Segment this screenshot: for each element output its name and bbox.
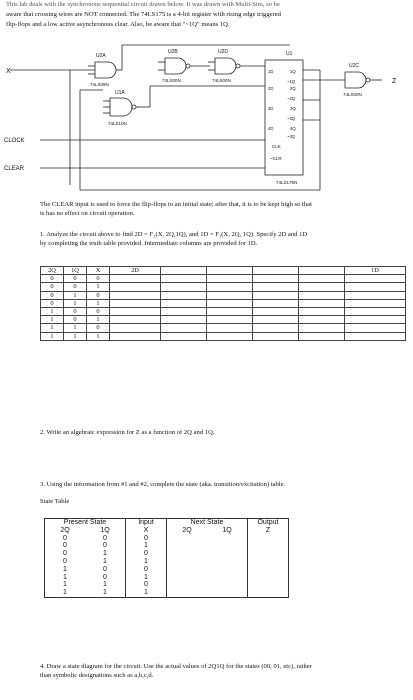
truth-table-cell[interactable] — [161, 332, 207, 340]
state-table-cell: 0 — [126, 535, 167, 543]
question-3 — [40, 480, 402, 489]
state-table-cell[interactable] — [207, 542, 248, 550]
state-table-cell[interactable] — [248, 574, 289, 582]
question-2 — [40, 428, 402, 437]
pin-n1q: ~1Q — [287, 79, 296, 84]
question-4-line-2: than symbolic designations such as a,b,c,d. — [40, 672, 154, 679]
clear-line-1: The CLEAR input is used to force the flip-flops to an initial state; after that, it is to be kept high so that — [40, 201, 312, 208]
state-table-row — [45, 550, 289, 558]
intro-line-2: aware that crossing wires are NOT connected. The 74LS175 is a 4-bit register with rising edge triggered — [6, 11, 281, 18]
truth-table-cell[interactable] — [299, 299, 345, 307]
truth-table-cell[interactable] — [110, 299, 161, 307]
question-2-text: 2. Write an algebraic expression for Z as a function of 2Q and 1Q. — [40, 429, 215, 436]
st-sub-1q: 1Q — [85, 527, 126, 535]
state-table-cell[interactable] — [167, 574, 208, 582]
state-table-row — [45, 535, 289, 543]
tt-header-int1 — [161, 267, 207, 275]
truth-table-cell[interactable] — [299, 316, 345, 324]
state-table-cell[interactable] — [167, 542, 208, 550]
state-table-cell: 1 — [85, 558, 126, 566]
pin-n4q: ~4Q — [287, 134, 296, 139]
truth-table-row — [41, 299, 406, 307]
truth-table — [40, 266, 406, 341]
pin-4d: 4D — [268, 126, 274, 131]
state-table-cell[interactable] — [248, 535, 289, 543]
clear-label: CLEAR — [4, 166, 25, 172]
truth-table-cell[interactable] — [253, 316, 299, 324]
truth-table-cell: 1 — [64, 299, 87, 307]
state-table-row — [45, 558, 289, 566]
tt-header-x: X — [87, 267, 110, 275]
truth-table-cell[interactable] — [299, 324, 345, 332]
question-4-line-1: 4. Draw a state diagram for the circuit. Use the actual values of 2Q1Q for the states (00, 01, etc), rather — [40, 663, 312, 670]
gate-u1a-label: U1A — [115, 90, 125, 96]
output-z-label: Z — [392, 78, 397, 85]
state-table — [44, 518, 289, 598]
st-sub-2q: 2Q — [45, 527, 86, 535]
state-table-cell[interactable] — [207, 574, 248, 582]
truth-table-cell: 0 — [41, 299, 64, 307]
truth-table-cell[interactable] — [345, 283, 406, 291]
state-table-cell[interactable] — [207, 558, 248, 566]
state-table-cell[interactable] — [207, 581, 248, 589]
truth-table-cell: 1 — [41, 308, 64, 316]
truth-table-cell[interactable] — [345, 299, 406, 307]
pin-2q: 2Q — [290, 86, 296, 91]
truth-table-cell[interactable] — [207, 324, 253, 332]
state-table-cell: 1 — [45, 566, 86, 574]
pin-3d: 3D — [268, 106, 274, 111]
truth-table-cell: 1 — [64, 324, 87, 332]
state-table-cell[interactable] — [167, 558, 208, 566]
state-table-cell: 0 — [85, 566, 126, 574]
pin-clk: CLK — [272, 144, 281, 149]
truth-table-cell[interactable] — [110, 283, 161, 291]
circuit-diagram — [0, 20, 413, 195]
tt-header-2q: 2Q — [41, 267, 64, 275]
st-sub-x: X — [126, 527, 167, 535]
truth-table-cell: 0 — [64, 316, 87, 324]
state-table-cell: 1 — [126, 589, 167, 597]
truth-table-cell: 1 — [87, 316, 110, 324]
truth-table-cell[interactable] — [161, 308, 207, 316]
state-table-cell[interactable] — [248, 550, 289, 558]
state-table-cell[interactable] — [207, 550, 248, 558]
truth-table-cell[interactable] — [253, 291, 299, 299]
truth-table-cell[interactable] — [253, 332, 299, 340]
pin-4q: 4Q — [290, 126, 296, 131]
question-1-line-1: 1. Analyze the circuit above to find 2D = F₂(X, 2Q,1Q), and 1D = F₁(X, 2Q, 1Q). Specify 2D and 1D — [40, 231, 308, 238]
intro-line-3: flip-flops and a low active asynchronous clear. Also, be aware that "~1Q" means 1Q. — [6, 21, 230, 28]
question-1-line-2: by completing the truth table provided. Intermediate columns are provided for 1D. — [40, 240, 258, 247]
state-table-cell: 0 — [45, 535, 86, 543]
clear-line-2: is has no effect on circuit operation. — [40, 210, 135, 217]
state-table-cell[interactable] — [248, 589, 289, 597]
register-u1-chip: 74LS175N — [276, 180, 298, 185]
truth-table-cell[interactable] — [161, 324, 207, 332]
pin-1d: 1D — [268, 69, 274, 74]
truth-table-cell[interactable] — [161, 275, 207, 283]
truth-table-cell: 0 — [41, 275, 64, 283]
truth-table-cell[interactable] — [299, 283, 345, 291]
gate-u2a-label: U2A — [96, 53, 106, 59]
state-table-cell: 1 — [45, 581, 86, 589]
state-table-cell: 1 — [45, 574, 86, 582]
state-table-body — [45, 535, 289, 598]
state-table-cell: 0 — [126, 566, 167, 574]
clear-paragraph — [40, 200, 402, 218]
state-table-cell: 0 — [45, 558, 86, 566]
truth-table-cell[interactable] — [253, 308, 299, 316]
state-table-cell: 1 — [85, 589, 126, 597]
state-table-cell: 0 — [85, 542, 126, 550]
truth-table-cell[interactable] — [110, 332, 161, 340]
state-table-cell: 1 — [126, 574, 167, 582]
gate-u2c-label: U2C — [349, 63, 360, 69]
gate-u2a-chip: 74LS09N — [90, 82, 109, 87]
register-u1-label: U1 — [286, 51, 293, 57]
truth-table-cell[interactable] — [299, 291, 345, 299]
state-table-row — [45, 574, 289, 582]
gate-u2b-chip: 74LS00N — [162, 78, 181, 83]
tt-header-int4 — [299, 267, 345, 275]
state-table-cell[interactable] — [207, 566, 248, 574]
state-table-cell: 0 — [45, 550, 86, 558]
truth-table-cell[interactable] — [207, 332, 253, 340]
truth-table-cell: 1 — [41, 324, 64, 332]
truth-table-cell[interactable] — [161, 299, 207, 307]
truth-table-cell: 0 — [41, 291, 64, 299]
tt-header-1d: 1D — [345, 267, 406, 275]
state-table-cell: 0 — [126, 581, 167, 589]
tt-header-int2 — [207, 267, 253, 275]
state-table-label: State Table — [40, 498, 70, 505]
pin-3q: 3Q — [290, 106, 296, 111]
gate-u2d-chip: 74LS00N — [212, 78, 231, 83]
st-sub-next-2q: 2Q — [182, 526, 192, 534]
st-header-present-state: Present State — [45, 519, 126, 527]
truth-table-cell[interactable] — [207, 308, 253, 316]
state-table-cell[interactable] — [167, 550, 208, 558]
truth-table-row — [41, 291, 406, 299]
clock-label: CLOCK — [4, 138, 25, 144]
truth-table-cell: 0 — [64, 308, 87, 316]
intro-line-1: This lab deals with the synchronous sequential circuit drawn below. It was drawn with Multi-Sim, so be — [6, 1, 280, 8]
truth-table-body — [41, 275, 406, 341]
truth-table-cell[interactable] — [299, 275, 345, 283]
state-table-row — [45, 566, 289, 574]
st-sub-z: Z — [248, 527, 289, 535]
state-table-cell: 1 — [85, 581, 126, 589]
truth-table-cell[interactable] — [345, 308, 406, 316]
state-table-cell[interactable] — [207, 589, 248, 597]
tt-header-int3 — [253, 267, 299, 275]
state-table-cell[interactable] — [248, 558, 289, 566]
truth-table-cell[interactable] — [253, 283, 299, 291]
truth-table-cell[interactable] — [110, 316, 161, 324]
truth-table-cell[interactable] — [345, 332, 406, 340]
truth-table-cell: 0 — [87, 291, 110, 299]
truth-table-row — [41, 332, 406, 340]
state-table-cell: 1 — [85, 550, 126, 558]
state-table-cell[interactable] — [248, 581, 289, 589]
truth-table-cell: 1 — [64, 332, 87, 340]
truth-table-cell[interactable] — [345, 324, 406, 332]
input-x-label: X — [6, 68, 11, 75]
truth-table-cell: 0 — [64, 283, 87, 291]
truth-table-cell: 0 — [87, 275, 110, 283]
truth-table-cell: 0 — [41, 283, 64, 291]
state-table-row — [45, 542, 289, 550]
truth-table-cell[interactable] — [345, 275, 406, 283]
pin-n3q: ~3Q — [287, 116, 296, 121]
state-table-cell[interactable] — [167, 589, 208, 597]
state-table-cell[interactable] — [167, 566, 208, 574]
truth-table-cell: 0 — [87, 308, 110, 316]
st-header-next-state: Next State — [167, 519, 248, 527]
truth-table-cell: 1 — [41, 332, 64, 340]
state-table-cell: 0 — [85, 535, 126, 543]
truth-table-row — [41, 275, 406, 283]
truth-table-header — [41, 267, 406, 275]
truth-table-cell: 1 — [87, 283, 110, 291]
truth-table-cell[interactable] — [110, 324, 161, 332]
state-table-cell[interactable] — [248, 542, 289, 550]
truth-table-row — [41, 308, 406, 316]
gate-u2d-label: U2D — [218, 49, 229, 55]
state-table-cell: 1 — [126, 542, 167, 550]
question-1 — [40, 230, 402, 248]
truth-table-cell[interactable] — [207, 316, 253, 324]
truth-table-cell[interactable] — [110, 308, 161, 316]
pin-2d: 2D — [268, 86, 274, 91]
truth-table-cell[interactable] — [345, 316, 406, 324]
truth-table-cell[interactable] — [207, 299, 253, 307]
truth-table-cell: 1 — [64, 291, 87, 299]
gate-u1a-chip: 74LS10N — [108, 121, 127, 126]
tt-header-2d: 2D — [110, 267, 161, 275]
truth-table-cell[interactable] — [207, 283, 253, 291]
state-table-cell: 0 — [45, 542, 86, 550]
state-table-cell[interactable] — [248, 566, 289, 574]
truth-table-cell[interactable] — [299, 332, 345, 340]
gate-u2b-label: U2B — [168, 49, 178, 55]
st-header-input: Input — [126, 519, 167, 527]
state-table-cell[interactable] — [167, 535, 208, 543]
state-table-cell[interactable] — [167, 581, 208, 589]
truth-table-cell[interactable] — [299, 308, 345, 316]
truth-table-cell[interactable] — [161, 316, 207, 324]
truth-table-cell: 1 — [87, 332, 110, 340]
pin-1q: 1Q — [290, 69, 296, 74]
state-table-cell: 0 — [126, 550, 167, 558]
st-sub-next-1q: 1Q — [207, 527, 248, 535]
truth-table-cell: 0 — [64, 275, 87, 283]
truth-table-row — [41, 316, 406, 324]
truth-table-row — [41, 283, 406, 291]
truth-table-cell[interactable] — [161, 291, 207, 299]
state-table-row — [45, 589, 289, 597]
question-4 — [40, 662, 402, 680]
tt-header-1q: 1Q — [64, 267, 87, 275]
truth-table-cell[interactable] — [110, 291, 161, 299]
truth-table-cell[interactable] — [253, 275, 299, 283]
pin-clr: ~CLR — [270, 156, 282, 161]
truth-table-cell: 1 — [87, 299, 110, 307]
question-3-text: 3. Using the information from #1 and #2, complete the state (aka. transition/excitation) table. — [40, 481, 286, 488]
truth-table-cell[interactable] — [207, 275, 253, 283]
truth-table-cell: 1 — [41, 316, 64, 324]
truth-table-cell[interactable] — [207, 291, 253, 299]
state-table-row — [45, 581, 289, 589]
state-table-cell: 1 — [126, 558, 167, 566]
state-table-cell: 0 — [85, 574, 126, 582]
truth-table-cell[interactable] — [345, 291, 406, 299]
truth-table-row — [41, 324, 406, 332]
st-header-output: Output — [248, 519, 289, 527]
gate-u2c-chip: 74LS00N — [343, 92, 362, 97]
truth-table-cell[interactable] — [253, 324, 299, 332]
truth-table-cell[interactable] — [110, 275, 161, 283]
pin-n2q: ~2Q — [287, 96, 296, 101]
truth-table-cell[interactable] — [161, 283, 207, 291]
state-table-cell: 1 — [45, 589, 86, 597]
state-table-cell[interactable] — [207, 535, 248, 543]
truth-table-cell[interactable] — [253, 299, 299, 307]
truth-table-cell: 0 — [87, 324, 110, 332]
